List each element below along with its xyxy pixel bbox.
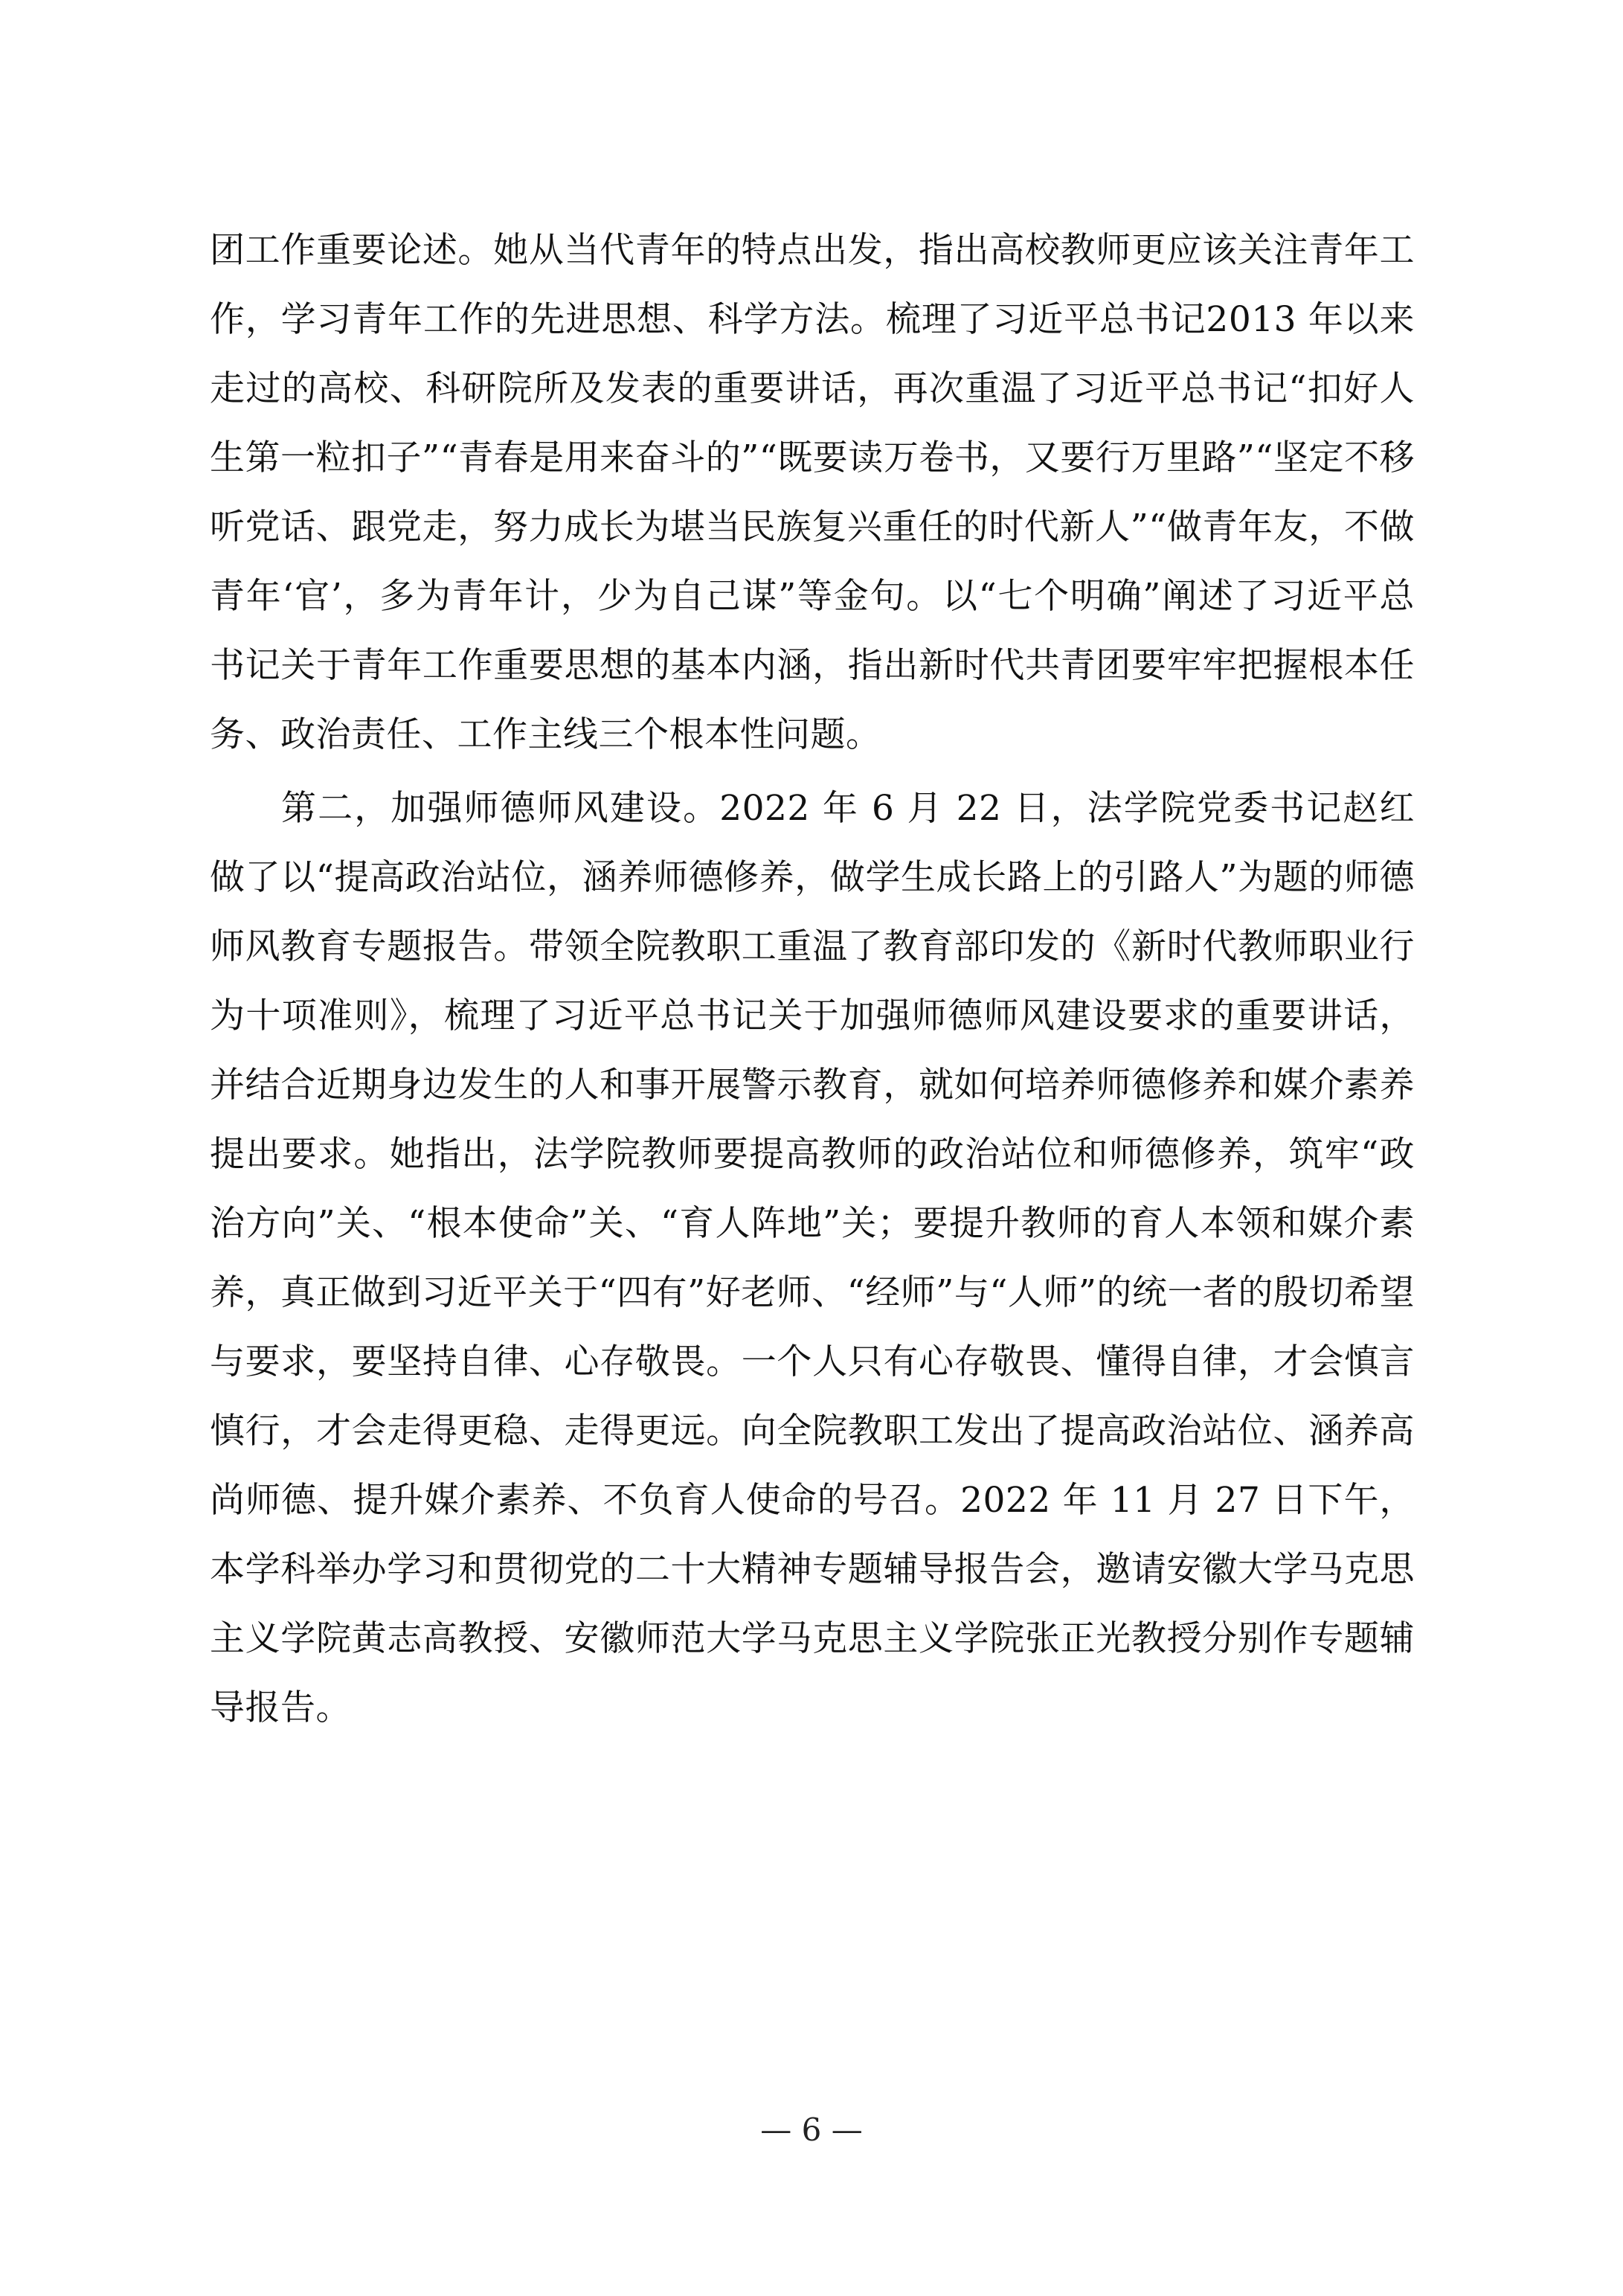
paragraph-1: 团工作重要论述。她从当代青年的特点出发，指出高校教师更应该关注青年工作，学习青年工作的先进思想、科学方法。梳理了习近平总书记2013 年以来走过的高校、科研院所及发表的重要讲话，再次重温了习近平总书记“扣好人生第一粒扣子”“青春是用来奋斗的”“既要读万卷书，又要行万里路”“坚定不移听党话、跟党走，努力成长为堪当民族复兴重任的时代新人”“做青年友，不做青年‘官’，多为青年计，少为自己谋”等金句。以“七个明确”阐述了习近平总书记关于青年工作重要思想的基本内涵，指出新时代共青团要牢牢把握根本任务、政治责任、工作主线三个根本性问题。 <box>210 230 1415 755</box>
page-number: — 6 — <box>760 2111 863 2148</box>
document-body <box>210 216 1415 1742</box>
paragraph-2: 第二，加强师德师风建设。2022 年 6 月 22 日，法学院党委书记赵红做了以“提高政治站位，涵养师德修养，做学生成长路上的引路人”为题的师德师风教育专题报告。带领全院教职工重温了教育部印发的《新时代教师职业行为十项准则》，梳理了习近平总书记关于加强师德师风建设要求的重要讲话，并结合近期身边发生的人和事开展警示教育，就如何培养师德修养和媒介素养提出要求。她指出，法学院教师要提高教师的政治站位和师德修养，筑牢“政治方向”关、“根本使命”关、“育人阵地”关；要提升教师的育人本领和媒介素养，真正做到习近平关于“四有”好老师、“经师”与“人师”的统一者的殷切希望与要求，要坚持自律、心存敬畏。一个人只有心存敬畏、懂得自律，才会慎言慎行，才会走得更稳、走得更远。向全院教职工发出了提高政治站位、涵养高尚师德、提升媒介素养、不负育人使命的号召。2022 年 11 月 27 日下午，本学科举办学习和贯彻党的二十大精神专题辅导报告会，邀请安徽大学马克思主义学院黄志高教授、安徽师范大学马克思主义学院张正光教授分别作专题辅导报告。 <box>210 788 1415 1728</box>
